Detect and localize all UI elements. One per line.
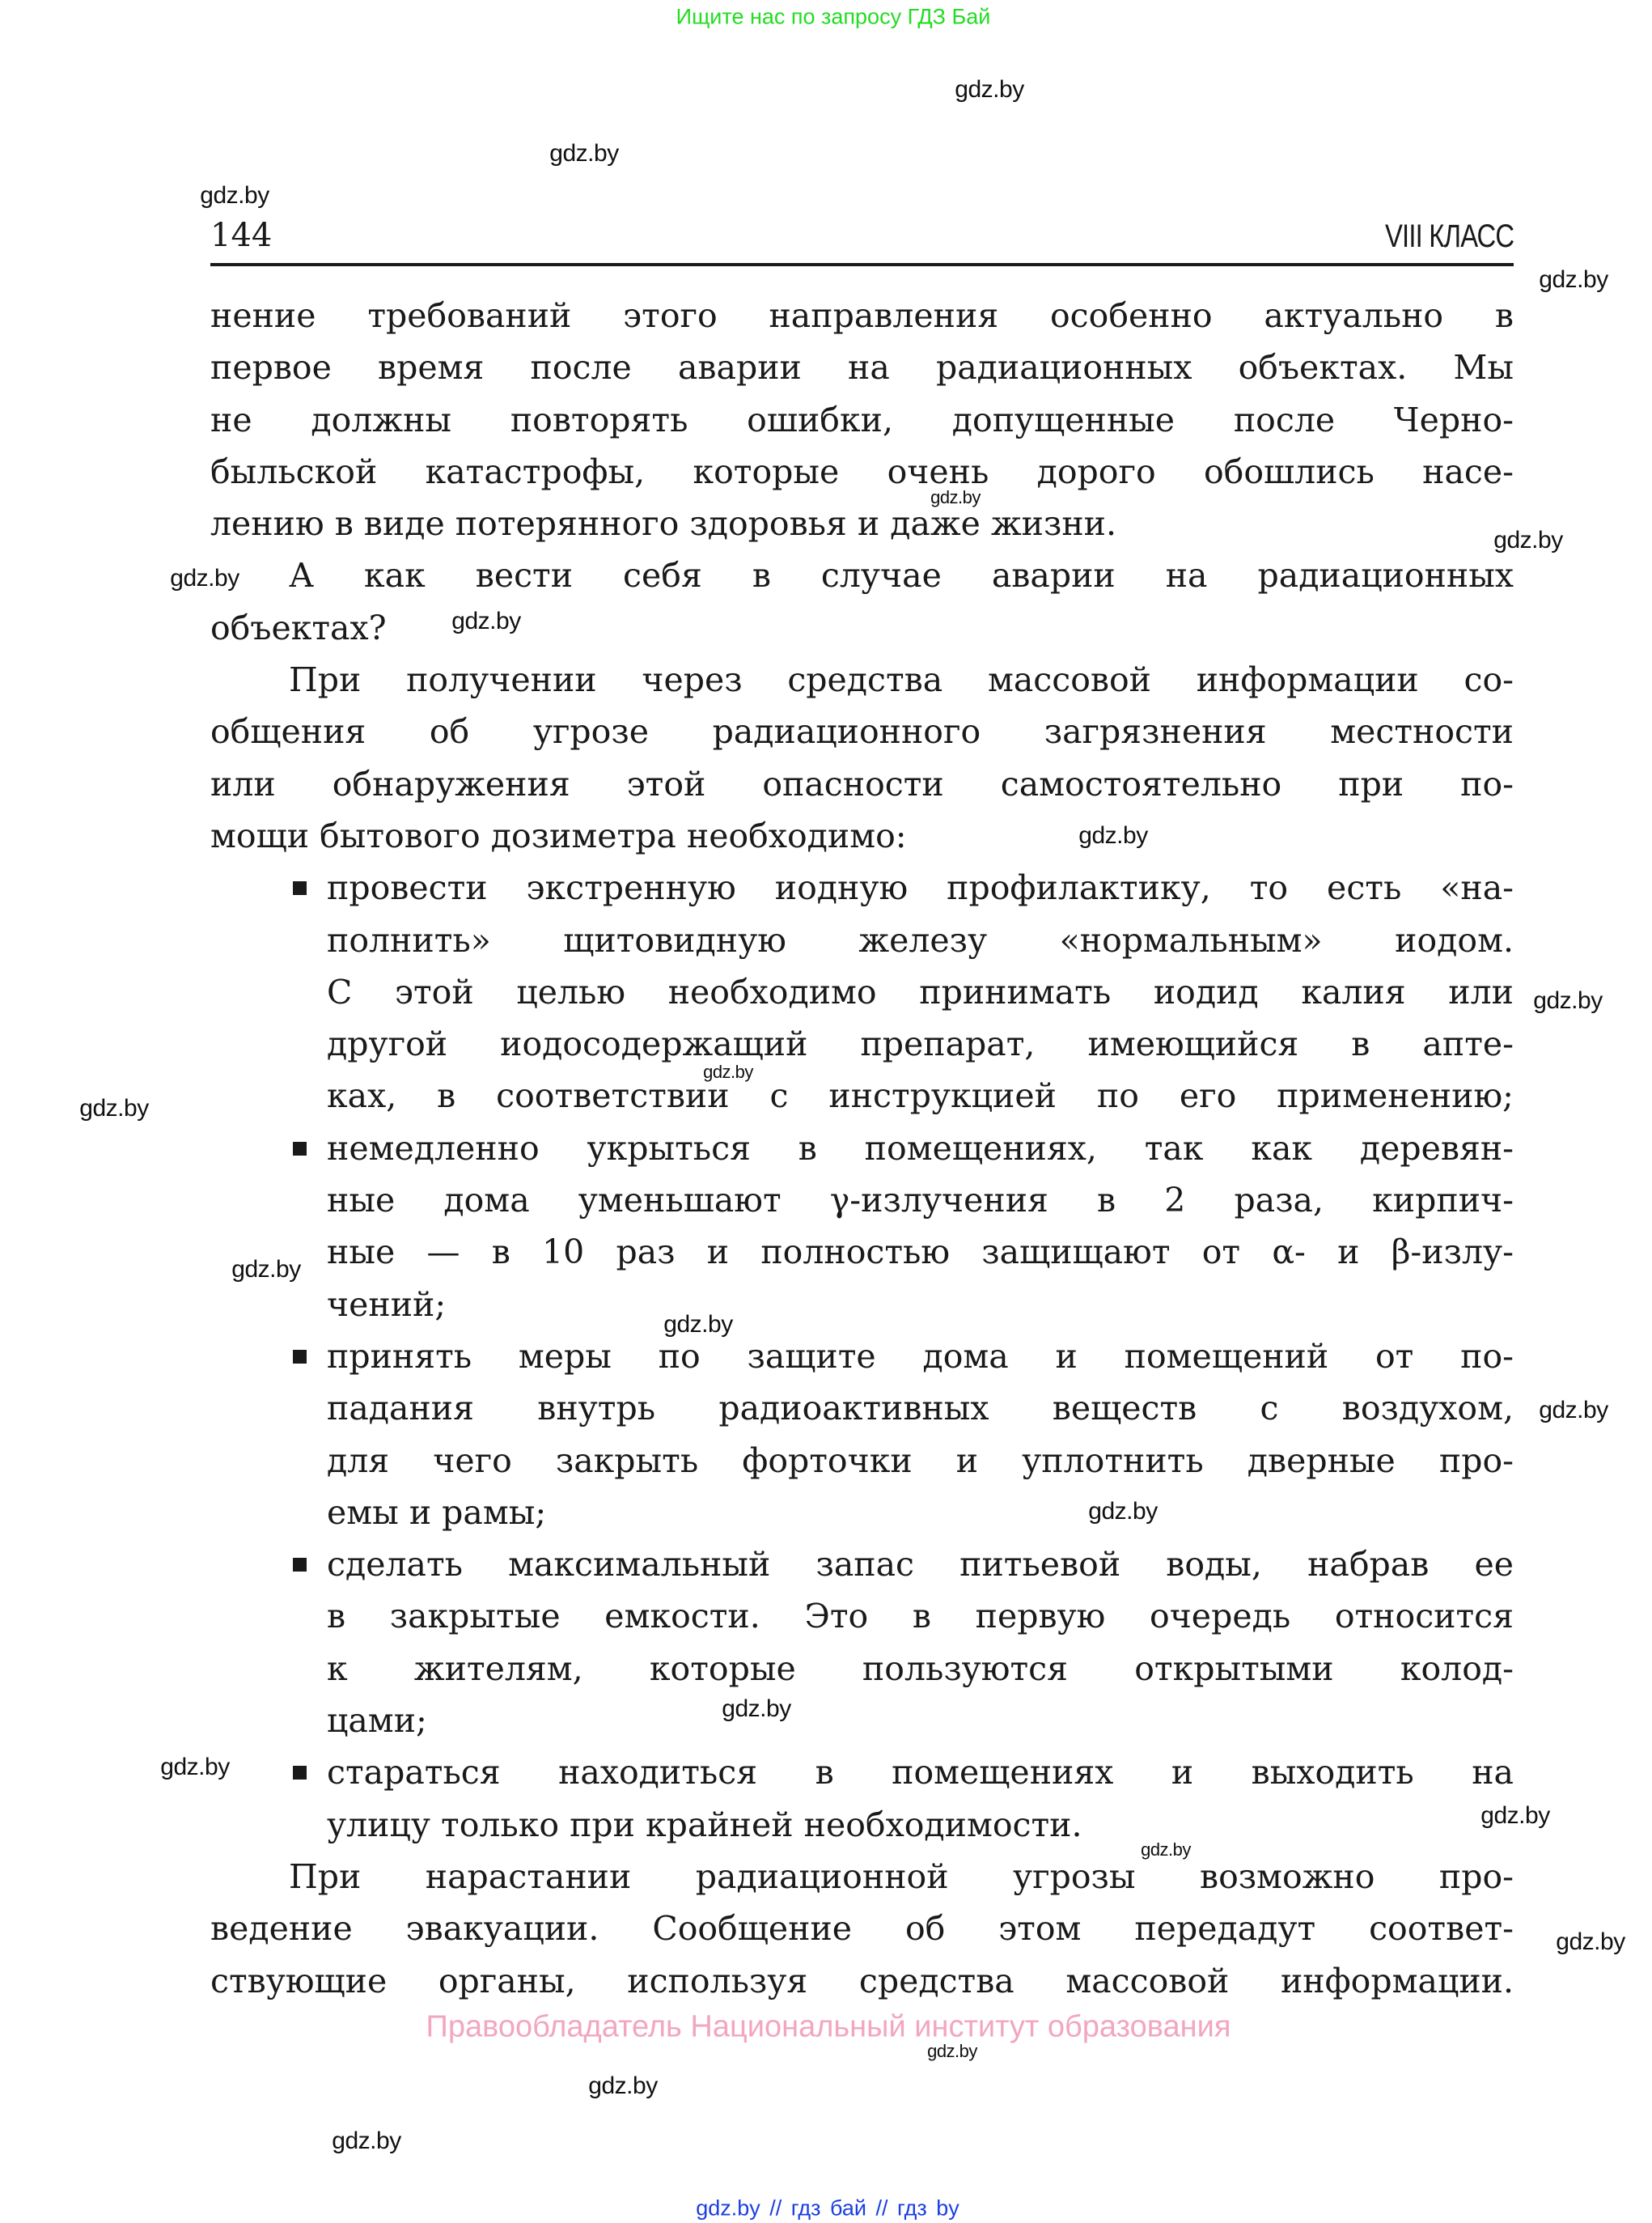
- watermark: gdz.by: [663, 1311, 733, 1338]
- bullet-square-icon: [293, 881, 307, 895]
- watermark: gdz.by: [170, 565, 239, 592]
- text-line: первое время после аварии на радиационных объектах. Мы: [210, 348, 1514, 388]
- watermark: gdz.by: [1556, 1928, 1625, 1955]
- text-line: провести экстренную иодную профилактику, то есть «на-: [327, 868, 1514, 908]
- footer-links[interactable]: gdz.by // гдз бай // гдз by: [696, 2195, 959, 2221]
- text-line: С этой целью необходимо принимать иодид калия или: [327, 972, 1514, 1012]
- text-line: ные — в 10 раз и полностью защищают от α- и β-излу-: [327, 1232, 1514, 1272]
- text-line: общения об угрозе радиационного загрязнения местности: [210, 712, 1514, 752]
- text-line: стараться находиться в помещениях и выходить на: [327, 1753, 1514, 1792]
- text-line: При нарастании радиационной угрозы возможно про-: [289, 1856, 1514, 1896]
- rights-holder-notice: Правообладатель Национальный институт образования: [426, 2009, 1231, 2044]
- bullet-item: [210, 862, 1514, 1122]
- watermark: gdz.by: [549, 140, 619, 167]
- text-line: нение требований этого направления особенно актуально в: [210, 296, 1514, 335]
- watermark: gdz.by: [231, 1256, 301, 1283]
- text-line: объектах?: [210, 608, 387, 647]
- text-line: лению в виде потерянного здоровья и даже жизни.: [210, 504, 1117, 544]
- bullet-item: [210, 1330, 1514, 1538]
- watermark: gdz.by: [79, 1095, 149, 1122]
- bullet-square-icon: [293, 1350, 307, 1364]
- watermark: gdz.by: [588, 2072, 658, 2099]
- header-rule: [210, 263, 1514, 266]
- text-line: полнить» щитовидную железу «нормальным» иодом.: [327, 920, 1514, 960]
- watermark: gdz.by: [1078, 822, 1148, 849]
- search-banner: Ищите нас по запросу ГДЗ Бай: [676, 4, 991, 29]
- text-line: ствующие органы, используя средства массовой информации.: [210, 1961, 1514, 2000]
- watermark: gdz.by: [1493, 527, 1563, 554]
- text-line: ках, в соответствии с инструкцией по его применению;: [327, 1076, 1514, 1116]
- text-line: к жителям, которые пользуются открытыми колод-: [327, 1648, 1514, 1688]
- text-line: в закрытые емкости. Это в первую очередь относится: [327, 1597, 1514, 1636]
- paragraph-question: [210, 549, 1514, 654]
- text-line: ные дома уменьшают γ-излучения в 2 раза, кирпич-: [327, 1181, 1514, 1220]
- watermark: gdz.by: [930, 487, 981, 507]
- watermark: gdz.by: [955, 76, 1024, 103]
- paragraph: [210, 290, 1514, 549]
- watermark: gdz.by: [1141, 1839, 1191, 1860]
- text-line: цами;: [327, 1701, 427, 1741]
- text-line: При получении через средства массовой информации со-: [289, 660, 1514, 700]
- watermark: gdz.by: [1539, 1397, 1608, 1423]
- text-line: для чего закрыть форточки и уплотнить дверные про-: [327, 1440, 1514, 1480]
- text-line: другой иодосодержащий препарат, имеющийся в апте-: [327, 1025, 1514, 1064]
- watermark: gdz.by: [722, 1695, 791, 1722]
- bullet-item: [210, 1746, 1514, 1851]
- text-line: немедленно укрыться в помещениях, так как деревян-: [327, 1128, 1514, 1168]
- bullet-square-icon: [293, 1766, 307, 1780]
- paragraph: [210, 654, 1514, 862]
- page-body: [210, 290, 1514, 2007]
- text-line: емы и рамы;: [327, 1492, 547, 1532]
- watermark: gdz.by: [200, 182, 269, 209]
- text-line: сделать максимальный запас питьевой воды, набрав ее: [327, 1545, 1514, 1585]
- text-line: мощи бытового дозиметра необходимо:: [210, 816, 907, 855]
- text-line: или обнаружения этой опасности самостоятельно при по-: [210, 764, 1514, 804]
- watermark: gdz.by: [1480, 1802, 1550, 1829]
- watermark: gdz.by: [927, 2041, 977, 2061]
- text-line: быльской катастрофы, которые очень дорого обошлись насе-: [210, 452, 1514, 491]
- bullet-square-icon: [293, 1142, 307, 1156]
- text-line: падания внутрь радиоактивных веществ с воздухом,: [327, 1389, 1514, 1428]
- watermark: gdz.by: [160, 1754, 230, 1780]
- text-line: не должны повторять ошибки, допущенные после Черно-: [210, 400, 1514, 439]
- paragraph: [210, 1851, 1514, 2007]
- bullet-square-icon: [293, 1558, 307, 1572]
- text-line: ведение эвакуации. Сообщение об этом передадут соответ-: [210, 1909, 1514, 1949]
- watermark: gdz.by: [703, 1062, 753, 1082]
- watermark: gdz.by: [1088, 1498, 1158, 1525]
- watermark: gdz.by: [451, 608, 521, 634]
- text-line: А как вести себя в случае аварии на радиационных: [289, 556, 1514, 596]
- watermark: gdz.by: [332, 2128, 401, 2154]
- text-line: чений;: [327, 1284, 447, 1324]
- text-line: принять меры по защите дома и помещений от по-: [327, 1336, 1514, 1376]
- text-line: улицу только при крайней необходимости.: [327, 1805, 1082, 1844]
- bullet-item: [210, 1538, 1514, 1746]
- running-head: VIII КЛАСС: [1384, 218, 1514, 254]
- page-number: 144: [210, 217, 273, 254]
- bullet-item: [210, 1122, 1514, 1330]
- watermark: gdz.by: [1533, 987, 1603, 1014]
- watermark: gdz.by: [1539, 266, 1608, 293]
